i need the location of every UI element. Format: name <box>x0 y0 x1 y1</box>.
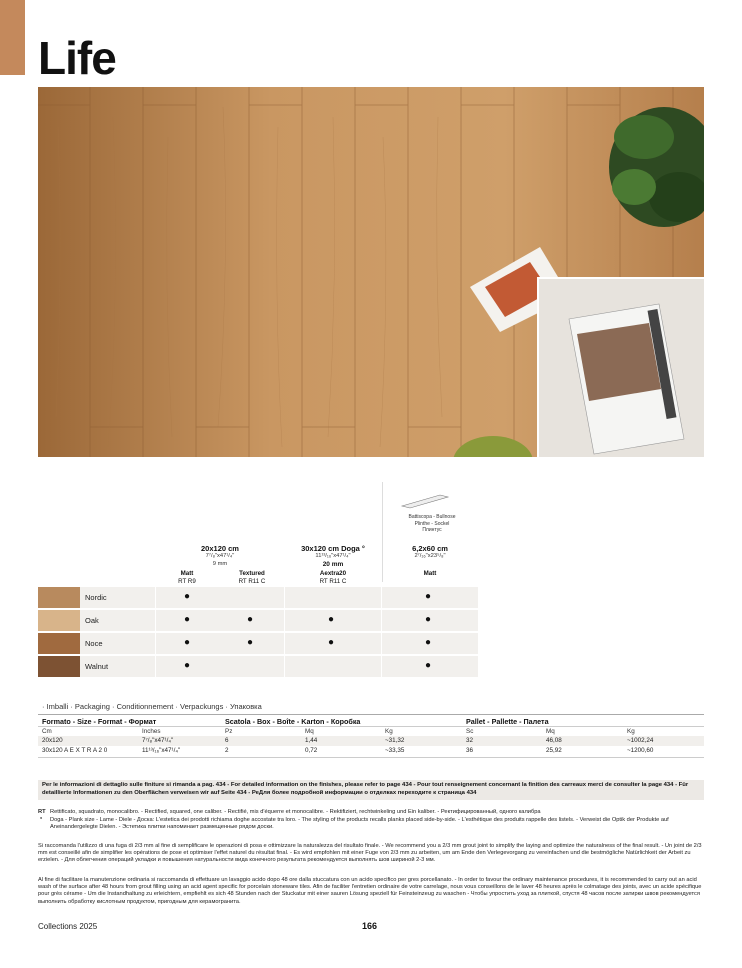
color-name: Walnut <box>85 662 109 671</box>
color-name: Noce <box>85 639 103 648</box>
finish-textured: Textured RT R11 C <box>238 570 266 585</box>
availability-dot: ● <box>184 660 191 671</box>
hero-photo <box>38 87 704 457</box>
plant-image <box>584 87 704 237</box>
cell: 2 <box>225 747 229 754</box>
magazine-inset-photo <box>537 277 704 457</box>
cell: 1,44 <box>305 737 318 744</box>
skirting-icon <box>400 492 450 510</box>
availability-dot: ● <box>184 637 191 648</box>
availability-dot: ● <box>425 591 432 602</box>
availability-dot: ● <box>184 591 191 602</box>
finish-aextra20: Aextra20 RT R11 C <box>319 570 347 585</box>
size-header-30x120: 30x120 cm Doga ° <box>301 544 365 553</box>
page-title: Life <box>38 32 116 84</box>
color-name: Nordic <box>85 593 107 602</box>
color-row-walnut <box>38 656 478 677</box>
swatch-oak <box>38 610 80 631</box>
divider <box>38 714 704 715</box>
finish-matt-skirting: Matt <box>423 570 437 577</box>
size-inches-6x60: 2⁷/₁₆"x23⁵/₈" <box>414 553 446 559</box>
packaging-title: · Imballi · Packaging · Conditionnement · Verpackungs · Упаковка <box>42 702 262 711</box>
col-sc: Sc <box>466 728 474 735</box>
col-cm: Cm <box>42 728 52 735</box>
thickness-30x120: 20 mm <box>322 561 344 568</box>
availability-dot: ● <box>425 614 432 625</box>
availability-dot: ● <box>328 614 335 625</box>
col-kg-pallet: Kg <box>627 728 635 735</box>
size-inches-20x120: 7⁷/₈"x47¹/₄" <box>205 553 235 559</box>
color-row-nordic <box>38 587 478 608</box>
availability-dot: ● <box>328 637 335 648</box>
cell: 20x120 <box>42 737 63 744</box>
color-row-noce <box>38 633 478 654</box>
availability-dot: ● <box>425 660 432 671</box>
finishes-note: Per le informazioni di dettaglio sulle finiture si rimanda a pag. 434 - For detailed information on the finishes, please refer to page 434 - Pour tout renseignement concernant la finition des carreaux merci de consulter la page 434 - Für detaillierte Informationen zu den Oberflächen verweisen wir auf Seite 434 - РеДля более подробной информации о отделках переходите к страница 434 <box>42 782 689 796</box>
color-name: Oak <box>85 616 99 625</box>
thickness-20x120: 9 mm <box>212 561 228 567</box>
cell: 25,92 <box>546 747 562 754</box>
skirting-label: Battiscopa - Bullnose Plinthe - Sockel Плинтус <box>408 514 456 533</box>
cell: ~33,35 <box>385 747 405 754</box>
maintenance-note: Al fine di facilitare la manutenzione ordinaria si raccomanda di effettuare un lavaggio acido dopo 48 ore dalla stuccatura con un acido specifico per gres porcellanato. - In order to favour the ordinary maintenance procedures, it is recommended to carry out an acid wash of the surface after 48 hours from grout filling using an acid agent specific for porcelain stoneware tiles. Afin de faciliter l'entretien ordinaire de votre carrelage, nous vous conseillons de le laver 48 heures après le colmatage des joints, avec un acide spécifique pour grès cérame - Um die Instandhaltung zu erleichtern, empfiehlt es sich 48 Stunden nach der Stuckatur mit einer sauren Lösung speziell für Feinsteinzeug zu waschen - Чтобы упростить уход за плиткой, спустя 48 часов после затирки швов рекомендуется выполнить обработку кислотным продуктом, пригодным для керамогранита. <box>38 877 702 905</box>
doga-legend: ° Doga - Plank size - Lame - Diele - Доска: L'estetica dei prodotti richiama doghe accostate tra loro. - The styling of the products recalls planks placed side-by-side. - L'esthétique des produits rappelle des listels. - Verweist die Optik der Produkte auf Aneinandergelegte Dielen. - Эстетика плитки напоминает размещенные рядом доски. <box>40 817 669 831</box>
section-tab <box>0 0 25 75</box>
availability-dot: ● <box>247 614 254 625</box>
availability-dot: ● <box>184 614 191 625</box>
col-mq: Mq <box>305 728 314 735</box>
cell: ~31,32 <box>385 737 405 744</box>
cell: 32 <box>466 737 474 744</box>
divider <box>38 757 704 758</box>
divider <box>38 726 704 727</box>
packaging-group-format: Formato - Size - Format - Формат <box>42 717 157 726</box>
chair-image <box>448 422 538 457</box>
swatch-nordic <box>38 587 80 608</box>
cell: 30x120 A E X T R A 2 0 <box>42 747 108 754</box>
page-number: 166 <box>362 921 378 931</box>
col-inches: Inches <box>142 728 161 735</box>
cell: 7⁷/₈"x47¹/₄" <box>142 737 174 744</box>
col-pz: Pz <box>225 728 233 735</box>
packaging-group-box: Scatola - Box - Boîte - Karton - Коробка <box>225 717 361 726</box>
table-row <box>38 736 704 746</box>
grout-note: Si raccomanda l'utilizzo di una fuga di 2/3 mm al fine di semplificare le operazioni di posa e ottimizzare la naturalezza del risultato finale. - We recommend you a 2/3 mm grout joint to simplify the laying and optimize the naturalness of the final result. - Un joint de 2/3 mm est conseillé afin de simplifier les opérations de pose et optimiser l'effet naturel du résultat final. - Es wird empfohlen mit einer Fuge von 2/3 mm zu arbeiten, um am Ende den Verlegevorgang zu vereinfachen und die bestmögliche Natürlichkeit der Arbeit zu erzielen. - Для облегчения операций укладки и повышения натуральности вида конечного результата рекомендуется выполнять шов шириной 2-3 мм. <box>38 843 702 864</box>
footer-collection: Collections 2025 <box>38 922 98 931</box>
cell: ~1002,24 <box>627 737 654 744</box>
swatch-walnut <box>38 656 80 677</box>
availability-dot: ● <box>247 637 254 648</box>
rt-legend: RT Rettificato, squadrato, monocalibro. - Rectified, squared, one caliber. - Rectifié, mis d'équerre et monocalibre. - Rektifiziert, rechtwinkeling und Ein kaliber. - Ректифицированный, одного калибра <box>38 809 541 815</box>
color-row-oak <box>38 610 478 631</box>
cell: 11¹³/₁₆"x47¹/₄" <box>142 747 181 754</box>
packaging-group-pallet: Pallet - Pallette - Палета <box>466 717 549 726</box>
size-header-6x60: 6,2x60 cm <box>412 544 448 553</box>
cell: 6 <box>225 737 229 744</box>
size-header-20x120: 20x120 cm <box>201 544 239 553</box>
cell: ~1200,60 <box>627 747 654 754</box>
finish-matt: Matt RT R9 <box>178 570 196 585</box>
availability-dot: ● <box>425 637 432 648</box>
size-inches-30x120: 11¹³/₁₆"x47¹/₄" <box>315 553 351 559</box>
cell: 46,08 <box>546 737 562 744</box>
cell: 0,72 <box>305 747 318 754</box>
col-mq-pallet: Mq <box>546 728 555 735</box>
swatch-noce <box>38 633 80 654</box>
col-kg: Kg <box>385 728 393 735</box>
cell: 36 <box>466 747 474 754</box>
